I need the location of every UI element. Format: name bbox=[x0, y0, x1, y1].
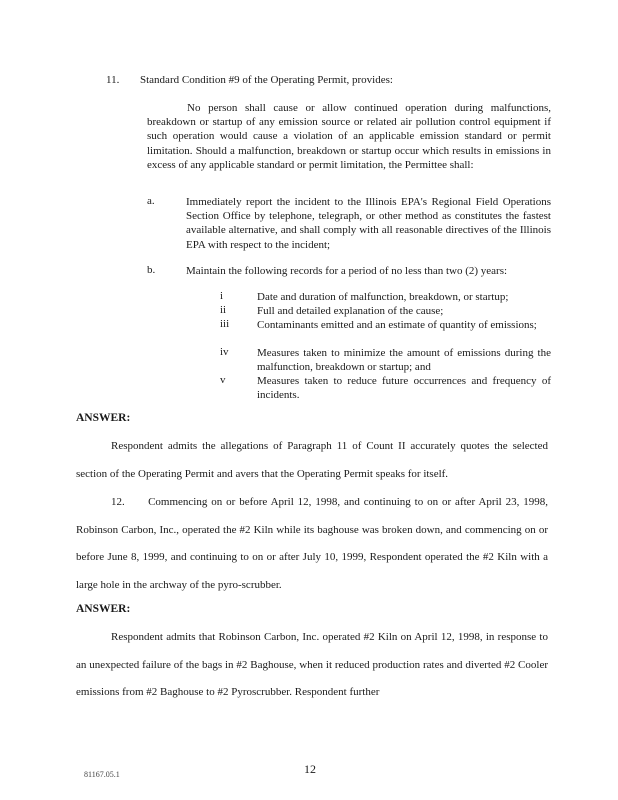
subitem-iii-text: Contaminants emitted and an estimate of quantity of emissions; bbox=[257, 319, 537, 331]
subitem-ii-text: Full and detailed explanation of the cause; bbox=[257, 305, 444, 317]
paragraph-11-intro: Standard Condition #9 of the Operating Permit, provides: bbox=[140, 74, 393, 86]
item-b-text: Maintain the following records for a period of no less than two (2) years: bbox=[186, 265, 508, 277]
subitem-v-text: Measures taken to reduce future occurrences and frequency of incidents. bbox=[257, 375, 551, 402]
answer-2-heading: ANSWER: bbox=[76, 603, 131, 615]
permit-quote: No person shall cause or allow continued operation during malfunctions, breakdown or startup of any emission source or related air pollution control equipment if such operation would cause a violation of an applicable emission standard or permit limitation. Should a malfunction, breakdown or startup occur which results in emissions in excess of any applicable standard or permit limitation, the Permittee shall: bbox=[147, 102, 551, 171]
item-a-label: a. bbox=[147, 195, 155, 207]
subitem-iv-num: iv bbox=[220, 346, 229, 358]
subitem-i-num: i bbox=[220, 290, 224, 302]
answer-2-text: Respondent admits that Robinson Carbon, Inc. operated #2 Kiln on April 12, 1998, in response to an unexpected failure of the bags in #2 Baghouse, when it reduced production rates and diverted #2 Cooler emissions from #2 Baghouse to #2 Pyroscrubber. Respondent further bbox=[76, 631, 548, 699]
paragraph-12-text: Commencing on or before April 12, 1998, and continuing to on or after April 23, 1998, Robinson Carbon, Inc., operated the #2 Kiln while its baghouse was broken down, and commencing on or before June 8, 1999, and continuing to on or after July 10, 1999, Respondent operated the #2 Kiln with a large hole in the archway of the pyro-scrubber. bbox=[76, 496, 548, 591]
page-number: 12 bbox=[304, 762, 316, 776]
subitem-iv-text: Measures taken to minimize the amount of emissions during the malfunction, breakdown or startup; and bbox=[257, 347, 551, 374]
subitem-iii-num: iii bbox=[220, 318, 230, 330]
subitem-i-text: Date and duration of malfunction, breakdown, or startup; bbox=[257, 291, 509, 303]
paragraph-12 bbox=[76, 489, 548, 599]
item-b-label: b. bbox=[147, 264, 156, 276]
document-id: 81167.05.1 bbox=[84, 770, 120, 779]
subitem-ii-num: ii bbox=[220, 304, 227, 316]
paragraph-11-number: 11. bbox=[106, 74, 120, 86]
answer-1-text: Respondent admits the allegations of Paragraph 11 of Count II accurately quotes the selected section of the Operating Permit and avers that the Operating Permit speaks for itself. bbox=[76, 440, 548, 480]
subitem-v-num: v bbox=[220, 374, 226, 386]
paragraph-12-number: 12. bbox=[111, 496, 125, 508]
item-a-text: Immediately report the incident to the Illinois EPA's Regional Field Operations Section Office by telephone, telegraph, or other method as constitutes the fastest available alternative, and shall comply with all reasonable directives of the Illinois EPA with respect to the incident; bbox=[186, 196, 551, 251]
answer-1-heading: ANSWER: bbox=[76, 412, 131, 424]
